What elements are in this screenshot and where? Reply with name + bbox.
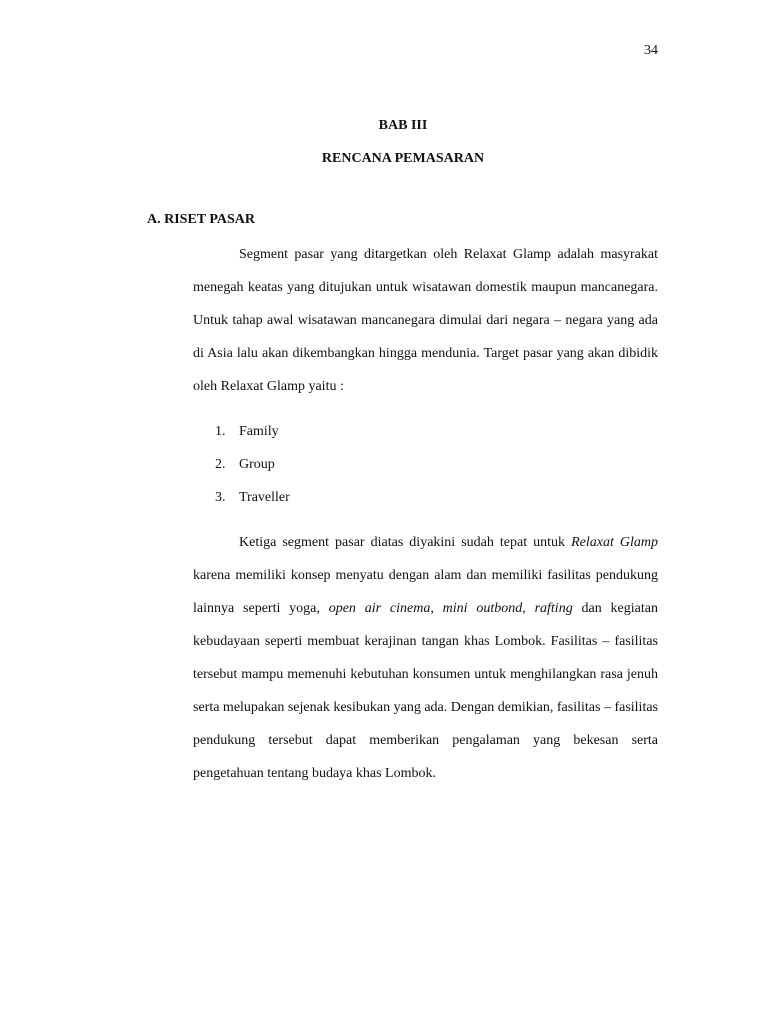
- list-item-number: 2.: [215, 457, 226, 472]
- list-item: [215, 452, 290, 485]
- list-item: [215, 485, 290, 518]
- target-market-list: [215, 419, 290, 518]
- paragraph-intro: Segment pasar yang ditargetkan oleh Relaxat Glamp adalah masyrakat menegah keatas yang ditujukan untuk wisatawan domestik maupun mancanegara. Untuk tahap awal wisatawan mancanegara dimulai dari negara – negara yang ada di Asia lalu akan dikembangkan hingga mendunia. Target pasar yang akan dibidik oleh Relaxat Glamp yaitu :: [193, 247, 658, 394]
- section-heading: A. RISET PASAR: [147, 212, 256, 227]
- page-number: 34: [644, 43, 658, 58]
- list-item-label: Traveller: [239, 490, 290, 505]
- list-item-number: 3.: [215, 490, 226, 505]
- list-item: [215, 419, 290, 452]
- list-item-number: 1.: [215, 424, 226, 439]
- list-item-label: Group: [239, 457, 275, 472]
- list-item-label: Family: [239, 424, 279, 439]
- paragraph-italic-text: Relaxat Glamp: [571, 535, 658, 550]
- chapter-title: BAB III: [378, 118, 428, 133]
- paragraph-text: dan kegiatan kebudayaan seperti membuat kerajinan tangan khas Lombok. Fasilitas – fasilitas tersebut mampu memenuhi kebutuhan konsumen untuk menghilangkan rasa jenuh serta melupakan sejenak kesibukan yang ada. Dengan demikian, fasilitas – fasilitas pendukung tersebut dapat memberikan pengalaman yang bekesan serta pengetahuan tentang budaya khas Lombok.: [193, 601, 658, 781]
- paragraph-text: Ketiga segment pasar diatas diyakini sudah tepat untuk: [239, 535, 572, 550]
- paragraph-conclusion: [193, 526, 658, 790]
- paragraph-text: karena memiliki konsep menyatu dengan alam dan memiliki fasilitas pendukung lainnya seperti yoga: [193, 568, 658, 616]
- paragraph-italic-text: , open air cinema, mini outbond, rafting: [316, 601, 573, 616]
- chapter-subtitle: RENCANA PEMASARAN: [321, 151, 485, 166]
